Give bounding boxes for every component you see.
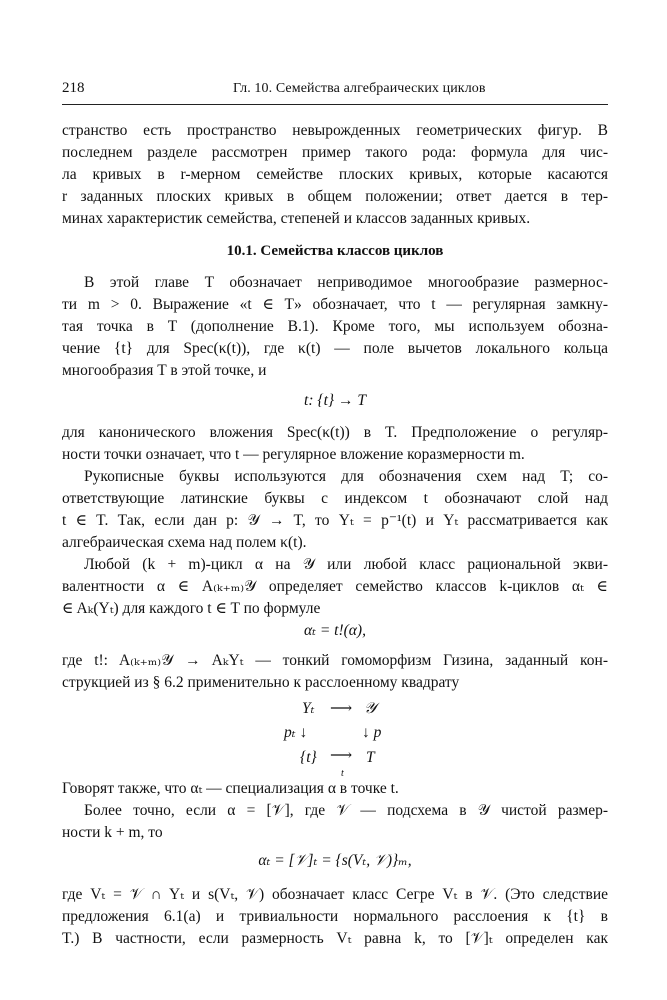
text-line: ла кривых в r-мерном семействе плоских кривых, которые касаются <box>62 166 608 183</box>
text-line: алгебраическая схема над полем κ(t). <box>62 534 307 551</box>
diagram-left-map: pₜ ↓ <box>284 724 308 741</box>
text-line: где Vₜ = 𝒱 ∩ Yₜ и s(Vₜ, 𝒱) обозначает класс Сегре Vₜ в 𝒱. (Это следствие <box>62 886 608 903</box>
display-formula: t: {t} → T <box>304 392 366 409</box>
diagram-bottom-right: T <box>366 749 375 766</box>
section-heading: 10.1. Семейства классов циклов <box>226 243 444 259</box>
text-line: ответствующие латинские буквы с индексом t обозначают слой над <box>62 490 608 507</box>
display-formula: αₜ = [𝒱]ₜ = {s(Vₜ, 𝒱)}ₘ, <box>258 852 412 869</box>
text-line: ∈ Aₖ(Yₜ) для каждого t ∈ T по формуле <box>62 600 321 617</box>
text-line: ности точки означает, что t — регулярное вложение коразмерности m. <box>62 446 525 463</box>
text-line: ности k + m, то <box>62 824 163 841</box>
text-line: r заданных плоских кривых в общем положении; ответ дается в тер- <box>62 188 608 205</box>
text-line: Говорят также, что αₜ — специализация α в точке t. <box>62 780 399 797</box>
text-line: где t!: A₍ₖ₊ₘ₎𝒴 → AₖYₜ — тонкий гомоморфизм Гизина, заданный кон- <box>62 652 608 669</box>
text-line: Рукописные буквы используются для обозначения схем над T; со- <box>84 468 608 485</box>
text-line: Более точно, если α = [𝒱], где 𝒱 — подсхема в 𝒴 чистой размер- <box>84 802 608 819</box>
header-rule <box>62 104 608 105</box>
diagram-right-map: ↓ p <box>362 724 382 741</box>
text-line: многообразия T в этой точке, и <box>62 362 267 379</box>
text-line: T.) В частности, если размерность Vₜ равна k, то [𝒱]ₜ определен как <box>62 930 608 947</box>
display-formula: αₜ = t!(α), <box>304 622 366 639</box>
text-line: последнем разделе рассмотрен пример такого рода: формула для чис- <box>62 144 608 161</box>
text-line: Любой (k + m)-цикл α на 𝒴 или любой класс рациональной экви- <box>84 556 608 573</box>
text-line: предложения 6.1(a) и тривиальности нормального расслоения к {t} в <box>62 908 608 925</box>
diagram-bottom-left: {t} <box>300 749 317 766</box>
text-line: валентности α ∈ A₍ₖ₊ₘ₎𝒴 определяет семейство классов k-циклов αₜ ∈ <box>62 578 608 595</box>
diagram-top-right: 𝒴 <box>364 700 377 717</box>
page-number: 218 <box>62 80 85 96</box>
text-line: t ∈ T. Так, если дан p: 𝒴 → T, то Yₜ = p⁻¹(t) и Yₜ рассматривается как <box>62 512 608 529</box>
text-line: тая точка в T (дополнение B.1). Кроме того, мы используем обозна- <box>62 318 608 335</box>
diagram-top-left: Yₜ <box>302 700 315 717</box>
text-line: для канонического вложения Spec(κ(t)) в T. Предположение о регуляр- <box>62 424 608 441</box>
text-line: минах характеристик семейства, степеней и классов заданных кривых. <box>62 210 531 227</box>
text-line: В этой главе T обозначает неприводимое многообразие размернос- <box>84 274 608 291</box>
text-line: странство есть пространство невырожденных геометрических фигур. В <box>62 122 608 139</box>
running-head: Гл. 10. Семейства алгебраических циклов <box>233 81 486 96</box>
page-header <box>62 80 608 102</box>
text-line: струкцией из § 6.2 применительно к расслоенному квадрату <box>62 674 460 691</box>
diagram-arrow-label: t <box>341 768 344 779</box>
text-line: чение {t} для Spec(κ(t)), где κ(t) — поле вычетов локального кольца <box>62 340 608 357</box>
text-line: ти m > 0. Выражение «t ∈ T» обозначает, что t — регулярная замкну- <box>62 296 608 313</box>
diagram-bottom-arrow: ⟶ <box>330 747 353 764</box>
diagram-top-arrow: ⟶ <box>330 700 353 717</box>
